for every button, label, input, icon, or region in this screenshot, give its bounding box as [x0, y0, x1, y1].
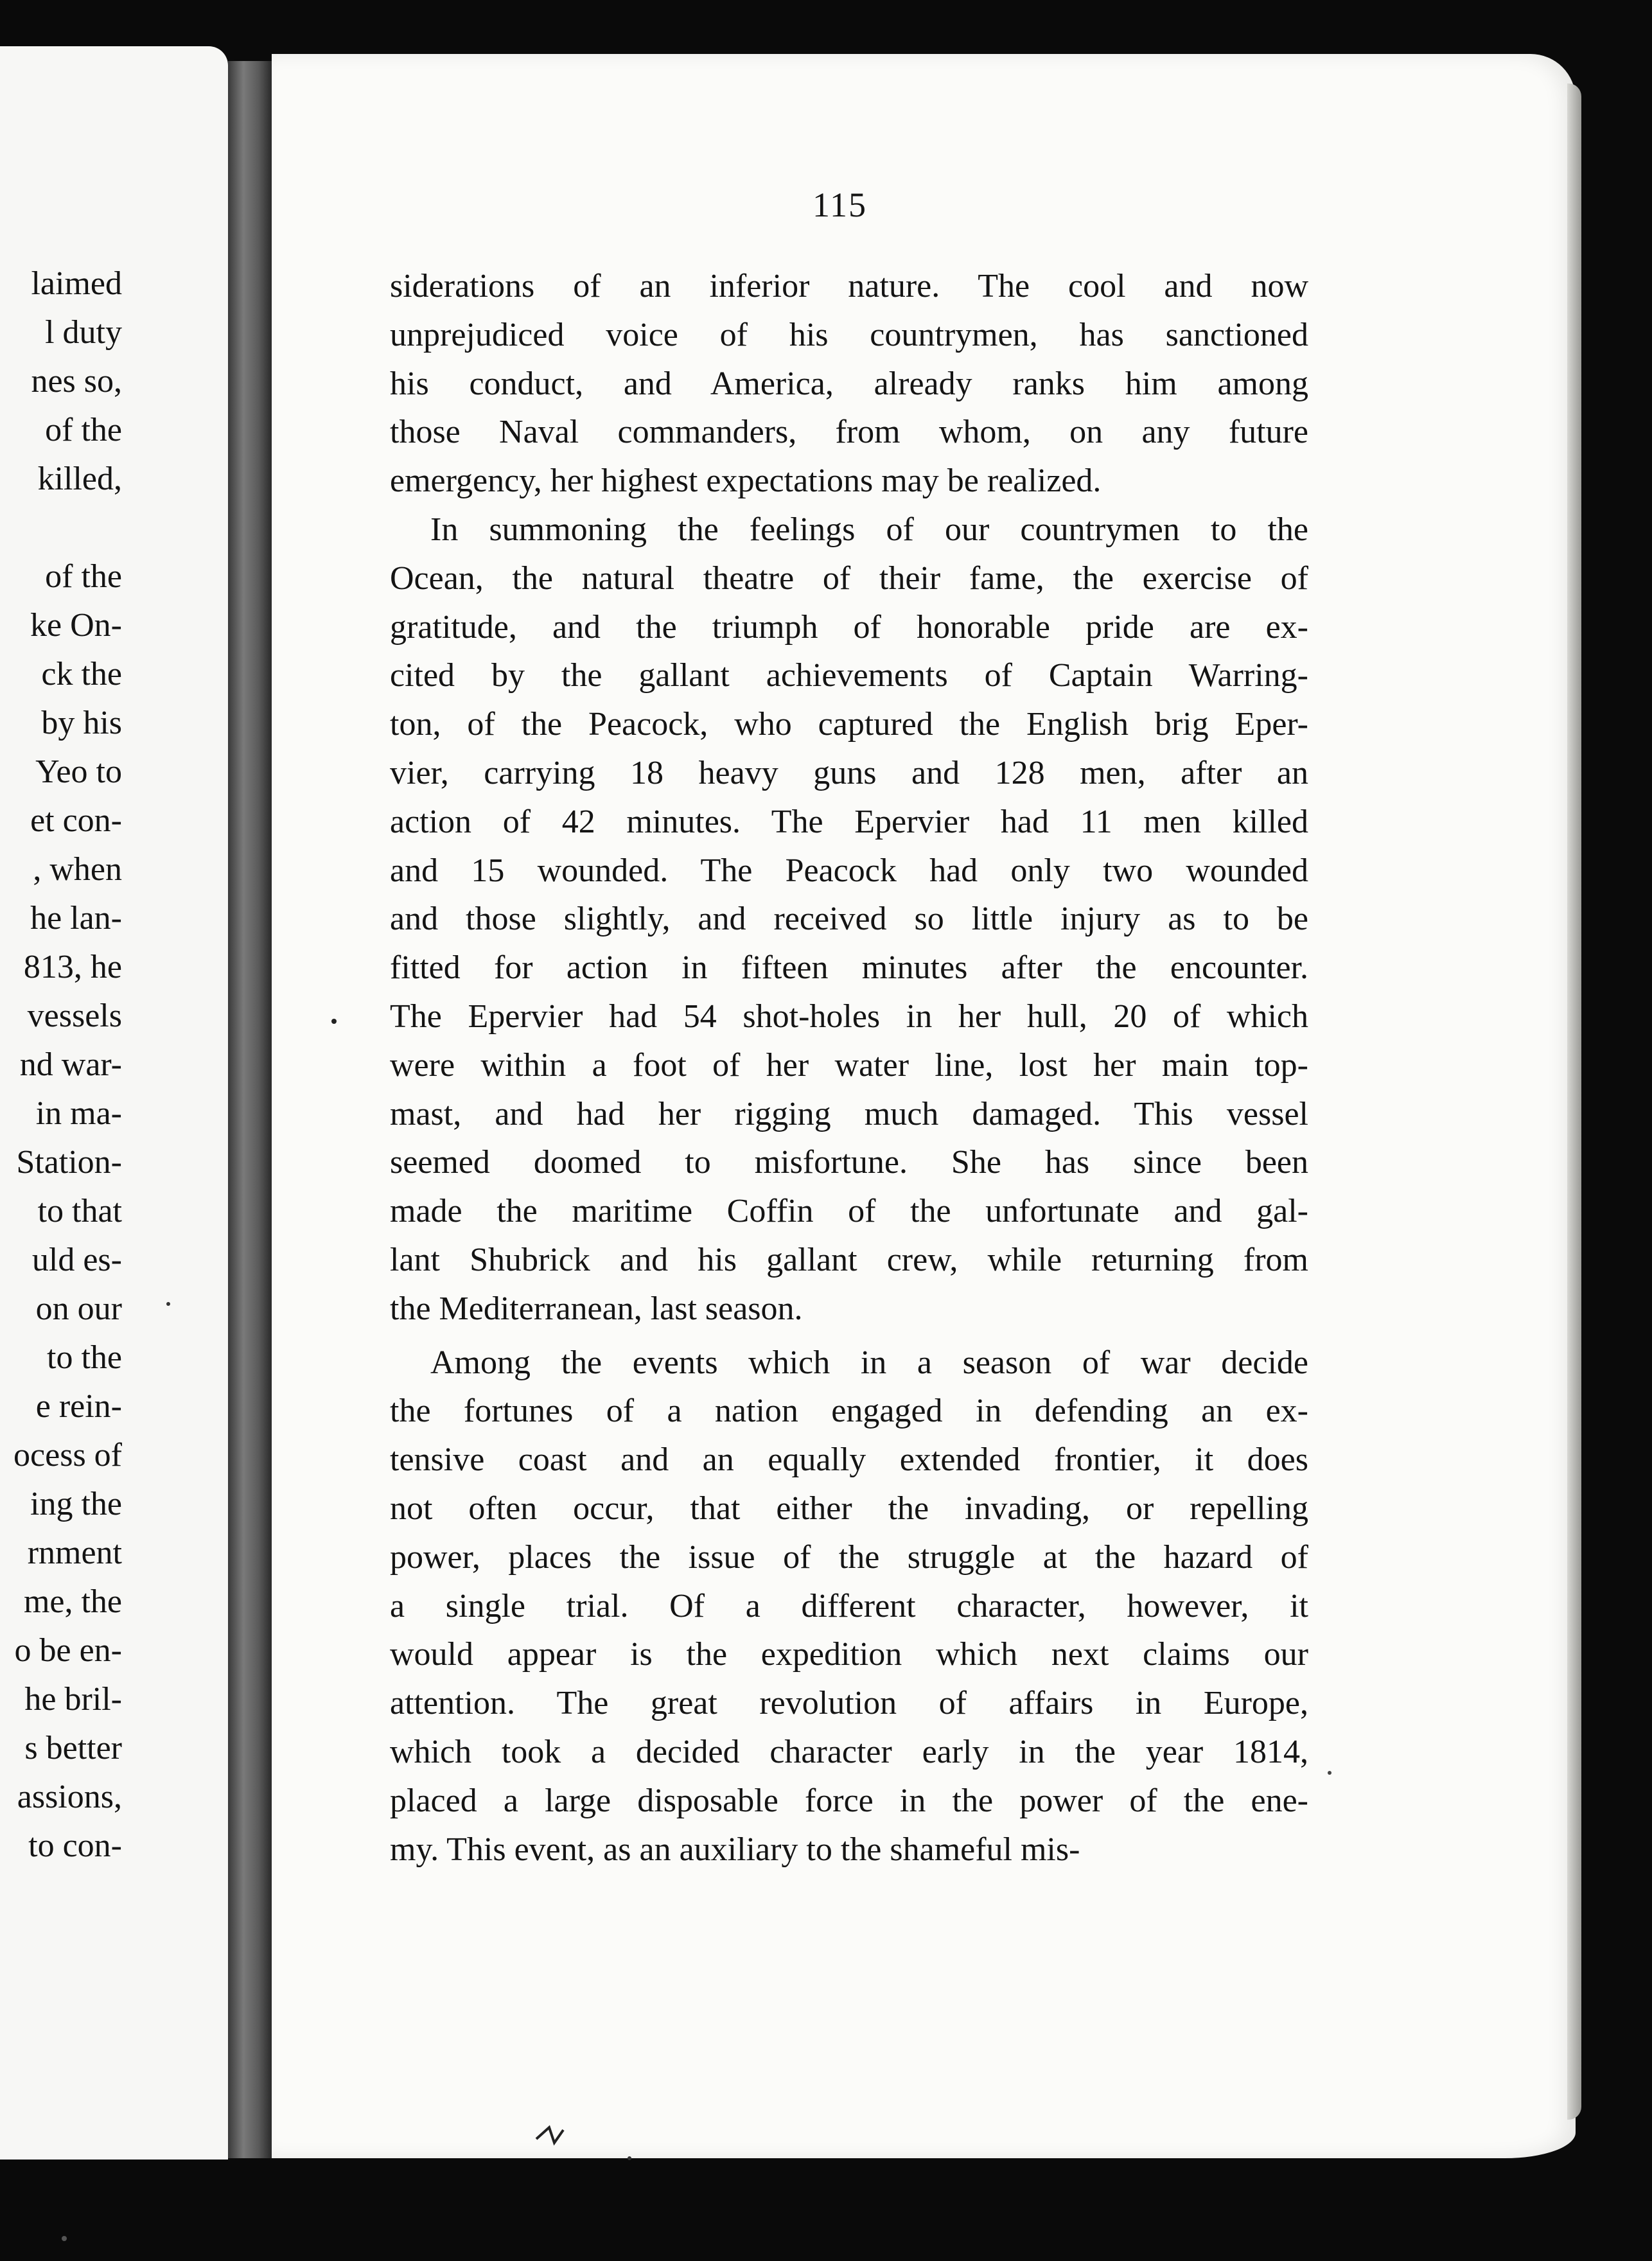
left-page-line: assions, — [17, 1779, 122, 1815]
body-line: action of 42 minutes. The Epervier had 11 men killed — [390, 804, 1308, 840]
left-page-line: Station- — [16, 1144, 122, 1181]
body-line: the Mediterranean, last season. — [390, 1290, 803, 1327]
left-page-line: he lan- — [30, 900, 122, 937]
body-line: vier, carrying 18 heavy guns and 128 men, after an — [390, 755, 1308, 791]
body-line: and those slightly, and received so little injury as to be — [390, 901, 1308, 937]
body-line: cited by the gallant achievements of Captain Warring- — [390, 657, 1308, 694]
left-page-line: of the — [45, 412, 122, 448]
body-line: mast, and had her rigging much damaged. This vessel — [390, 1096, 1308, 1132]
left-page-line: ing the — [30, 1486, 122, 1522]
left-page-line: Yeo to — [35, 753, 122, 790]
left-page-line: by his — [41, 705, 122, 741]
body-line: In summoning the feelings of our countrymen to the — [430, 511, 1308, 548]
body-line: the fortunes of a nation engaged in defending an ex- — [390, 1393, 1308, 1429]
body-line: tensive coast and an equally extended frontier, it does — [390, 1441, 1308, 1478]
left-page-line: vessels — [27, 998, 122, 1034]
left-page-line: , when — [33, 851, 122, 888]
body-line: my. This event, as an auxiliary to the shameful mis- — [390, 1831, 1080, 1868]
left-page-line: to that — [37, 1193, 122, 1229]
body-line: The Epervier had 54 shot-holes in her hull, 20 of which — [390, 998, 1308, 1035]
body-line: a single trial. Of a different character, however, it — [390, 1588, 1308, 1624]
left-page-line: in ma- — [35, 1095, 122, 1132]
body-line: placed a large disposable force in the power of the ene- — [390, 1782, 1308, 1819]
left-page-line: s better — [24, 1730, 122, 1766]
body-line: attention. The great revolution of affairs in Europe, — [390, 1685, 1308, 1721]
body-line: power, places the issue of the struggle at the hazard of — [390, 1539, 1308, 1576]
body-line: ton, of the Peacock, who captured the English brig Eper- — [390, 706, 1308, 743]
left-page-line: nes so, — [31, 363, 122, 400]
left-page-line: of the — [45, 558, 122, 595]
left-page-line: l duty — [45, 314, 122, 351]
left-page-line: ke On- — [30, 607, 122, 644]
left-page-line: on our — [35, 1290, 122, 1327]
body-line: and 15 wounded. The Peacock had only two wounded — [390, 852, 1308, 889]
body-line: which took a decided character early in the year 1814, — [390, 1734, 1308, 1770]
left-page-line: he bril- — [24, 1681, 122, 1718]
body-line: made the maritime Coffin of the unfortunate and gal- — [390, 1193, 1308, 1229]
body-line: were within a foot of her water line, lost her main top- — [390, 1047, 1308, 1084]
left-page-line: uld es- — [31, 1242, 122, 1278]
left-page-line: me, the — [23, 1583, 122, 1620]
body-line: his conduct, and America, already ranks him among — [390, 365, 1308, 402]
left-page-line: ck the — [41, 656, 122, 692]
body-line: emergency, her highest expectations may be realized. — [390, 462, 1102, 499]
left-page-line: laimed — [31, 265, 122, 302]
body-line: unprejudiced voice of his countrymen, has sanctioned — [390, 317, 1308, 353]
body-line: Ocean, the natural theatre of their fame, the exercise of — [390, 560, 1308, 597]
left-page-line: et con- — [30, 802, 122, 839]
body-line: Among the events which in a season of war decide — [430, 1344, 1308, 1381]
body-line: not often occur, that either the invading, or repelling — [390, 1490, 1308, 1527]
left-page-line: o be en- — [14, 1632, 122, 1669]
body-line: siderations of an inferior nature. The cool and now — [390, 268, 1308, 304]
left-page-line: rnment — [27, 1535, 122, 1571]
page-number: 115 — [813, 186, 867, 224]
body-line: lant Shubrick and his gallant crew, while returning from — [390, 1242, 1308, 1278]
body-line: fitted for action in fifteen minutes after the encounter. — [390, 949, 1308, 986]
body-line: gratitude, and the triumph of honorable pride are ex- — [390, 609, 1308, 646]
left-page-line: e rein- — [35, 1388, 122, 1425]
body-line: those Naval commanders, from whom, on any future — [390, 414, 1308, 450]
body-line: seemed doomed to misfortune. She has since been — [390, 1144, 1308, 1181]
left-page-line: 813, he — [23, 949, 122, 985]
left-page-line: ocess of — [13, 1437, 122, 1474]
left-page-line: to the — [47, 1339, 122, 1376]
left-page-line: nd war- — [19, 1046, 122, 1083]
left-page-line: to con- — [28, 1827, 122, 1864]
left-page-line: killed, — [37, 461, 122, 497]
body-line: would appear is the expedition which next claims our — [390, 1636, 1308, 1673]
